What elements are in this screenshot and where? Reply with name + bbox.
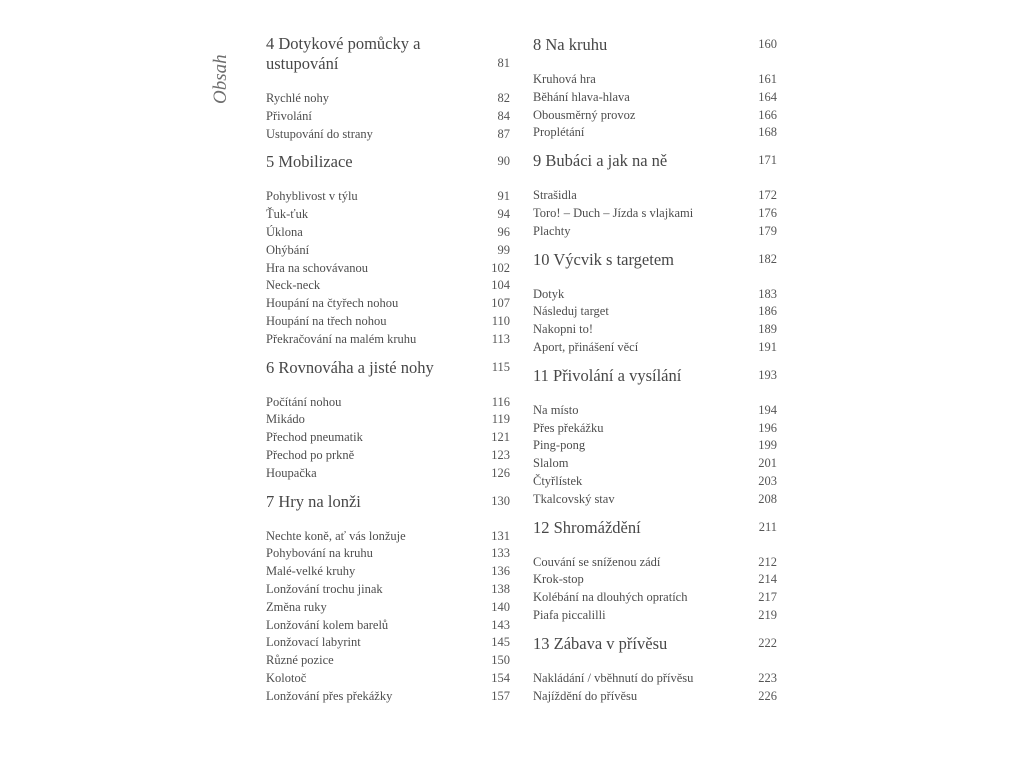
toc-entry (533, 321, 777, 339)
toc-entry (533, 473, 777, 491)
toc-entry (266, 313, 510, 331)
entry-title: Rychlé nohy (266, 91, 330, 105)
toc-entry (266, 652, 510, 670)
toc-entry (266, 411, 510, 429)
entry-title: Nakopni to! (533, 322, 594, 337)
entry-title: Slalom (533, 456, 569, 471)
chapter-page-number: 81 (497, 56, 510, 70)
toc-chapter (533, 633, 777, 706)
entry-title: Piafa piccalilli (533, 607, 606, 622)
toc-chapter (533, 150, 777, 240)
toc-entry (266, 126, 510, 144)
entry-page-number: 191 (758, 339, 777, 354)
entry-title: Hra na schovávanou (266, 260, 369, 275)
entry-page-number: 145 (491, 635, 510, 650)
chapter-heading (533, 249, 777, 270)
chapter-entries (533, 187, 777, 240)
entry-title: Pohyblivost v týlu (266, 189, 358, 204)
entry-title: Následuj target (533, 304, 609, 319)
entry-title: Plachty (533, 223, 571, 238)
entry-page-number: 84 (497, 108, 510, 123)
chapter-entries (266, 90, 510, 143)
chapter-page-number: 222 (758, 635, 777, 650)
toc-entry (533, 437, 777, 455)
chapter-entries (266, 188, 510, 348)
chapter-page-number: 160 (758, 37, 777, 51)
toc-entry (266, 108, 510, 126)
chapter-page-number: 211 (758, 519, 777, 534)
entry-title: Houpání na čtyřech nohou (266, 296, 399, 311)
entry-page-number: 150 (491, 653, 510, 668)
entry-title: Neck-neck (266, 278, 321, 293)
entry-title: Různé pozice (266, 653, 334, 668)
toc-entry (266, 688, 510, 706)
toc-chapter (266, 357, 510, 483)
toc-entry (266, 617, 510, 635)
entry-title: Přechod po prkně (266, 447, 355, 462)
entry-page-number: 203 (758, 473, 777, 488)
toc-chapter (533, 517, 777, 625)
toc-entry (266, 545, 510, 563)
entry-title: Nechte koně, ať vás lonžuje (266, 528, 406, 543)
chapter-heading (533, 34, 777, 55)
entry-page-number: 96 (497, 224, 510, 239)
chapter-title: 6 Rovnováha a jisté nohy (266, 357, 434, 377)
toc-entry (533, 688, 777, 706)
entry-page-number: 116 (491, 394, 510, 409)
toc-entry (533, 223, 777, 241)
chapter-page-number: 115 (491, 359, 510, 374)
entry-title: Krok-stop (533, 572, 584, 587)
entry-title: Aport, přinášení věcí (533, 339, 639, 354)
toc-entry (533, 420, 777, 438)
entry-page-number: 186 (758, 304, 777, 319)
entry-title: Ustupování do strany (266, 126, 373, 141)
toc-column-right (533, 34, 777, 713)
entry-title: Přechod pneumatik (266, 430, 363, 445)
entry-page-number: 82 (497, 91, 510, 105)
toc-entry (533, 89, 777, 107)
toc-entry (533, 286, 777, 304)
entry-page-number: 201 (758, 456, 777, 471)
chapter-title: 5 Mobilizace (266, 152, 353, 172)
entry-page-number: 208 (758, 491, 777, 506)
toc-entry (533, 124, 777, 142)
toc-entry (533, 607, 777, 625)
entry-title: Mikádo (266, 412, 305, 427)
entry-title: Lonžování trochu jinak (266, 581, 383, 596)
entry-page-number: 226 (758, 688, 777, 703)
entry-title: Pohybování na kruhu (266, 546, 373, 561)
entry-title: Změna ruky (266, 599, 327, 614)
entry-title: Běhání hlava-hlava (533, 89, 630, 104)
toc-entry (533, 205, 777, 223)
entry-title: Počítání nohou (266, 394, 342, 409)
entry-page-number: 166 (758, 107, 777, 122)
entry-title: Proplétání (533, 125, 585, 140)
entry-title: Toro! – Duch – Jízda s vlajkami (533, 205, 694, 220)
toc-chapter (266, 491, 510, 706)
entry-page-number: 164 (758, 89, 777, 104)
toc-entry (266, 528, 510, 546)
chapter-title: 11 Přivolání a vysílání (533, 365, 682, 385)
entry-page-number: 172 (758, 188, 777, 203)
chapter-heading (266, 34, 510, 74)
entry-page-number: 119 (491, 412, 510, 427)
toc-entry (266, 206, 510, 224)
toc-entry (266, 429, 510, 447)
entry-page-number: 131 (491, 528, 510, 543)
chapter-entries (266, 394, 510, 483)
entry-page-number: 212 (758, 554, 777, 569)
entry-page-number: 183 (758, 286, 777, 301)
entry-page-number: 133 (491, 546, 510, 561)
entry-title: Najíždění do přívěsu (533, 688, 638, 703)
toc-entry (533, 571, 777, 589)
entry-page-number: 157 (491, 688, 510, 703)
toc-entry (533, 554, 777, 572)
toc-entry (266, 224, 510, 242)
entry-title: Přivolání (266, 108, 312, 123)
entry-page-number: 199 (758, 438, 777, 453)
entry-page-number: 143 (491, 617, 510, 632)
entry-page-number: 110 (491, 313, 510, 328)
entry-title: Kolébání na dlouhých opratích (533, 590, 688, 605)
chapter-heading (266, 491, 510, 512)
chapter-page-number: 130 (491, 493, 510, 508)
toc-entry (266, 599, 510, 617)
chapter-entries (533, 286, 777, 357)
entry-title: Couvání se sníženou zádí (533, 554, 661, 569)
toc-entry (266, 295, 510, 313)
entry-title: Houpání na třech nohou (266, 313, 387, 328)
toc-entry (533, 71, 777, 89)
toc-entry (533, 670, 777, 688)
entry-page-number: 121 (491, 430, 510, 445)
toc-entry (266, 277, 510, 295)
entry-title: Překračování na malém kruhu (266, 331, 417, 346)
entry-page-number: 99 (497, 242, 510, 257)
entry-title: Kruhová hra (533, 72, 596, 86)
toc-column-left (266, 34, 510, 714)
entry-title: Přes překážku (533, 420, 604, 435)
toc-entry (266, 90, 510, 108)
chapter-title: 10 Výcvik s targetem (533, 249, 674, 269)
chapter-title: 8 Na kruhu (533, 35, 608, 54)
toc-entry (266, 260, 510, 278)
chapter-heading (266, 357, 510, 378)
entry-title: Lonžovací labyrint (266, 635, 361, 650)
toc-entry (266, 447, 510, 465)
toc-entry (266, 242, 510, 260)
entry-title: Nakládání / vběhnutí do přívěsu (533, 670, 694, 685)
entry-page-number: 136 (491, 564, 510, 579)
toc-entry (533, 589, 777, 607)
toc-entry (266, 581, 510, 599)
entry-title: Strašidla (533, 188, 577, 203)
entry-page-number: 123 (491, 447, 510, 462)
chapter-page-number: 182 (758, 251, 777, 266)
chapter-title: 12 Shromáždění (533, 517, 641, 537)
entry-page-number: 176 (758, 205, 777, 220)
entry-page-number: 194 (758, 402, 777, 417)
toc-entry (533, 107, 777, 125)
toc-entry (266, 394, 510, 412)
entry-title: Ťuk-ťuk (266, 207, 309, 222)
entry-page-number: 138 (491, 581, 510, 596)
toc-entry (266, 188, 510, 206)
entry-page-number: 94 (497, 207, 510, 222)
chapter-entries (533, 402, 777, 509)
chapter-entries (533, 71, 777, 142)
chapter-entries (533, 554, 777, 625)
chapter-heading (533, 517, 777, 538)
chapter-page-number: 171 (758, 153, 777, 168)
entry-title: Kolotoč (266, 670, 307, 685)
toc-entry (533, 491, 777, 509)
chapter-page-number: 90 (497, 154, 510, 169)
entry-title: Obousměrný provoz (533, 107, 636, 122)
chapter-title: 4 Dotykové pomůcky a ustupování (266, 34, 421, 73)
toc-entry (266, 563, 510, 581)
toc-entry (266, 465, 510, 483)
toc-entry (533, 339, 777, 357)
toc-entry (266, 670, 510, 688)
entry-page-number: 102 (491, 260, 510, 275)
entry-title: Ping-pong (533, 438, 586, 453)
entry-title: Čtyřlístek (533, 473, 583, 488)
entry-page-number: 107 (491, 296, 510, 311)
entry-page-number: 140 (491, 599, 510, 614)
entry-title: Malé-velké kruhy (266, 564, 356, 579)
toc-entry (533, 455, 777, 473)
toc-entry (266, 331, 510, 349)
toc-chapter (266, 34, 510, 143)
entry-title: Úklona (266, 224, 303, 239)
chapter-heading (533, 633, 777, 654)
entry-page-number: 223 (758, 670, 777, 685)
entry-page-number: 217 (758, 590, 777, 605)
toc-entry (533, 402, 777, 420)
chapter-title: 9 Bubáci a jak na ně (533, 151, 668, 171)
entry-title: Ohýbání (266, 242, 310, 257)
entry-title: Dotyk (533, 286, 565, 301)
entry-title: Lonžování přes překážky (266, 688, 393, 703)
entry-page-number: 214 (758, 572, 777, 587)
toc-chapter (266, 151, 510, 348)
chapter-title: 7 Hry na lonži (266, 491, 361, 511)
entry-page-number: 91 (497, 189, 510, 204)
entry-page-number: 104 (491, 278, 510, 293)
entry-title: Houpačka (266, 465, 317, 480)
toc-chapter (533, 365, 777, 509)
entry-title: Lonžování kolem barelů (266, 617, 389, 632)
chapter-entries (266, 528, 510, 706)
entry-page-number: 154 (491, 670, 510, 685)
toc-entry (266, 634, 510, 652)
entry-page-number: 189 (758, 322, 777, 337)
entry-page-number: 87 (497, 126, 510, 141)
entry-page-number: 219 (758, 607, 777, 622)
chapter-title: 13 Zábava v přívěsu (533, 633, 668, 653)
chapter-entries (533, 670, 777, 706)
entry-title: Na místo (533, 402, 579, 417)
chapter-heading (266, 151, 510, 172)
entry-title: Tkalcovský stav (533, 491, 615, 506)
entry-page-number: 168 (758, 125, 777, 140)
toc-chapter (533, 34, 777, 142)
entry-page-number: 161 (758, 72, 777, 86)
chapter-heading (533, 365, 777, 386)
toc-entry (533, 187, 777, 205)
toc-chapter (533, 249, 777, 357)
side-label: Obsah (210, 54, 231, 104)
entry-page-number: 113 (491, 331, 510, 346)
entry-page-number: 126 (491, 465, 510, 480)
toc-entry (533, 303, 777, 321)
entry-page-number: 196 (758, 420, 777, 435)
chapter-page-number: 193 (758, 367, 777, 382)
entry-page-number: 179 (758, 223, 777, 238)
chapter-heading (533, 150, 777, 171)
